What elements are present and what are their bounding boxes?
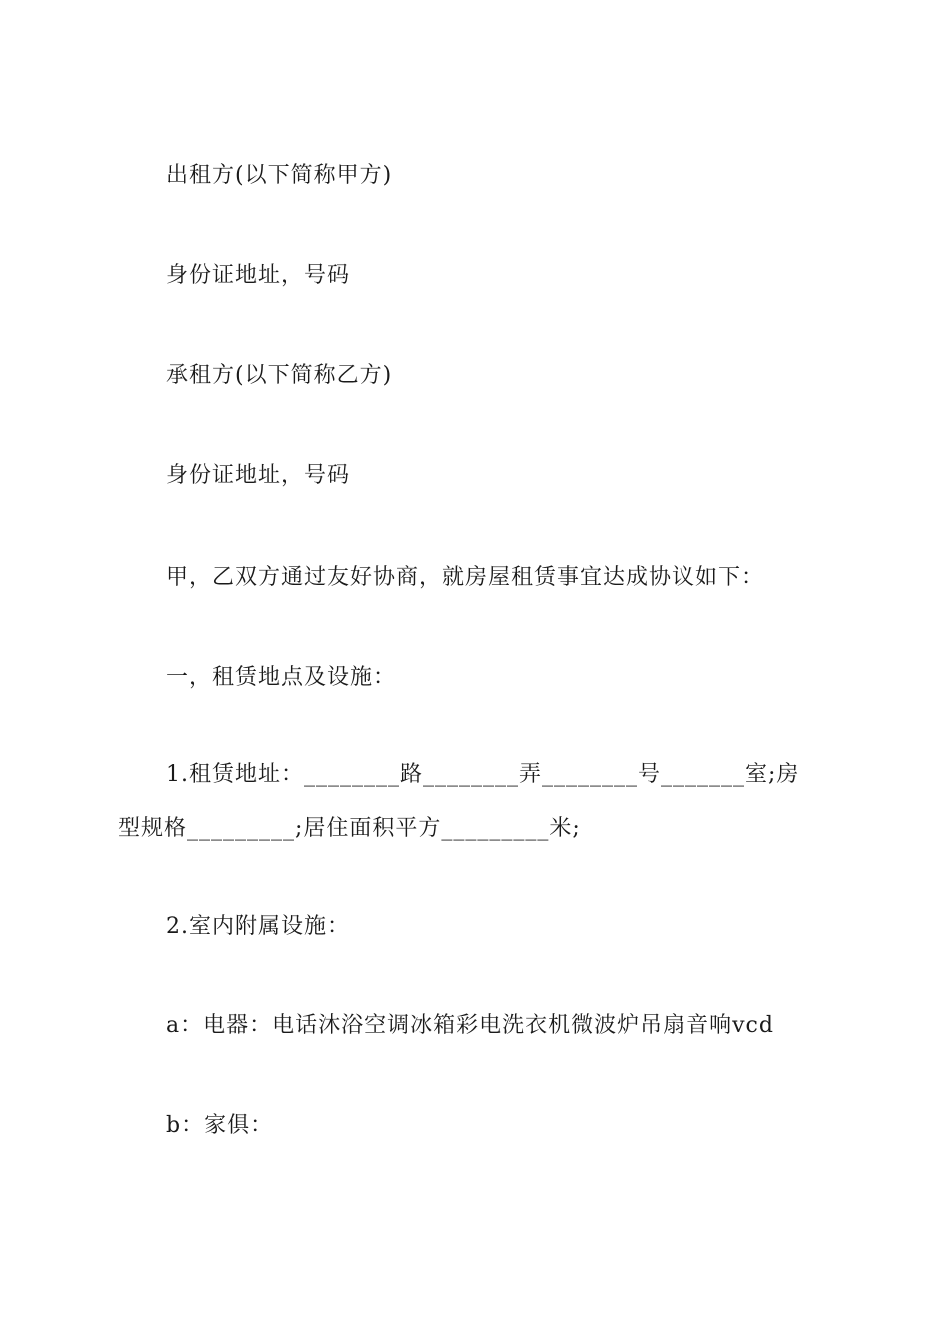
- item-1-paragraph: [118, 748, 834, 856]
- lessor-id-line: 身份证地址，号码: [166, 263, 351, 288]
- item-1-first-line: 1.租赁地址：________路________弄________号_______室;房: [166, 762, 800, 787]
- item-1-continuation-line: 型规格_________;居住面积平方_________米;: [118, 816, 581, 841]
- lessor-line: 出租方(以下简称甲方): [166, 163, 393, 188]
- section-one-heading: 一，租赁地点及设施：: [166, 665, 397, 690]
- agreement-intro-line: 甲，乙双方通过友好协商，就房屋租赁事宜达成协议如下：: [166, 565, 765, 590]
- item-2-line: 2.室内附属设施：: [166, 914, 350, 939]
- item-a-line: a：电器：电话沐浴空调冰箱彩电洗衣机微波炉吊扇音响vcd: [166, 1013, 774, 1038]
- item-b-line: b：家俱：: [166, 1113, 274, 1138]
- lessee-id-line: 身份证地址，号码: [166, 463, 351, 488]
- lessee-line: 承租方(以下简称乙方): [166, 363, 393, 388]
